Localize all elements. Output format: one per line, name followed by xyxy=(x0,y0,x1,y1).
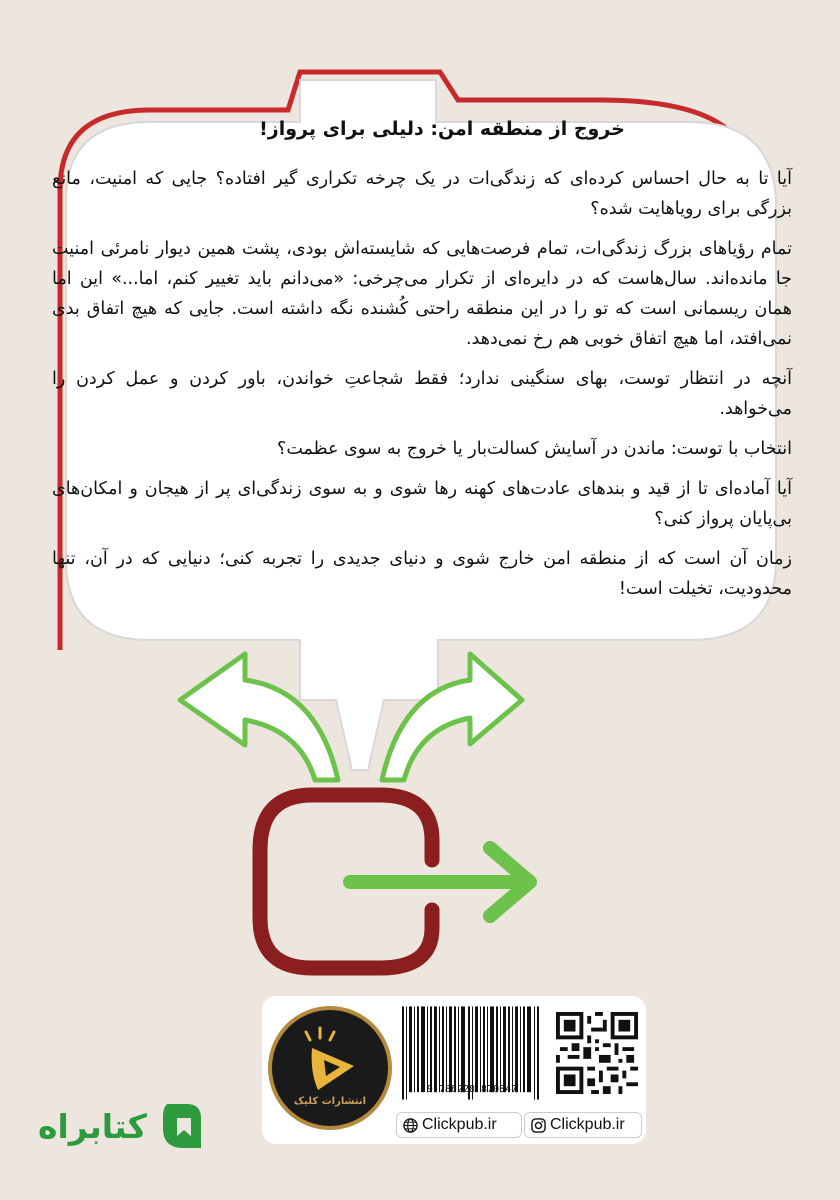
store-brand-text: کتابراه xyxy=(38,1106,147,1146)
play-icon xyxy=(272,1010,388,1126)
bubble-text-content xyxy=(52,118,792,614)
paragraph-3: آنچه در انتظار توست، بهای سنگینی ندارد؛ فقط شجاعتِ خواندن، باور کردن و عمل کردن را می‌خواهد. xyxy=(52,369,792,419)
publisher-logo xyxy=(268,1006,392,1130)
website-text: Clickpub.ir xyxy=(422,1116,497,1133)
store-brand xyxy=(38,1096,209,1156)
paragraph-6: زمان آن است که از منطقه امن خارج شوی و دنیای جدیدی را تجربه کنی؛ دنیایی که در آن، تنها محدودیت، تخیلت است! xyxy=(52,549,792,599)
instagram-text: Clickpub.ir xyxy=(550,1116,625,1133)
bookmark-logo-icon xyxy=(153,1098,209,1154)
globe-icon xyxy=(403,1118,418,1133)
exit-arrow-icon xyxy=(350,848,530,916)
instagram-icon xyxy=(531,1118,546,1133)
paragraph-2: تمام رؤیاهای بزرگ زندگی‌ات، تمام فرصت‌هایی که شایسته‌اش بودی، پشت همین دیوار نامرئی امنیت جا مانده‌اند. سال‌هاست که در دایره‌ای از تکرار می‌چرخی: «می‌دانم باید تغییر کنم، اما...» این اما همان ریسمانی است که تو را در این منطقه راحتی کُشنده نگه داشته است. جایی که هیچ اتفاق بدی نمی‌افتد، اما هیچ اتفاق خوبی هم رخ نمی‌دهد. xyxy=(52,239,792,349)
isbn-number: 9 786228 870847 xyxy=(426,1084,518,1095)
paragraph-5: آیا آماده‌ای تا از قید و بندهای عادت‌های کهنه رها شوی و به سوی زندگی‌ای پر از هیجان و امکان‌های بی‌پایان پرواز کنی؟ xyxy=(52,479,792,529)
website-link[interactable] xyxy=(396,1112,522,1138)
paragraph-4: انتخاب با توست: ماندن در آسایش کسالت‌بار یا خروج به سوی عظمت؟ xyxy=(277,439,792,459)
instagram-link[interactable] xyxy=(524,1112,642,1138)
paragraph-1: آیا تا به حال احساس کرده‌ای که زندگی‌ات در یک چرخه تکراری گیر افتاده؟ جایی که امنیت، مانع بزرگی برای رویاهایت شده؟ xyxy=(52,169,792,219)
publisher-logo-text: انتشارات کلیک xyxy=(293,1096,367,1107)
qr-code xyxy=(556,1012,638,1094)
page-title: خروج از منطقه امن: دلیلی برای پرواز! xyxy=(259,118,625,140)
